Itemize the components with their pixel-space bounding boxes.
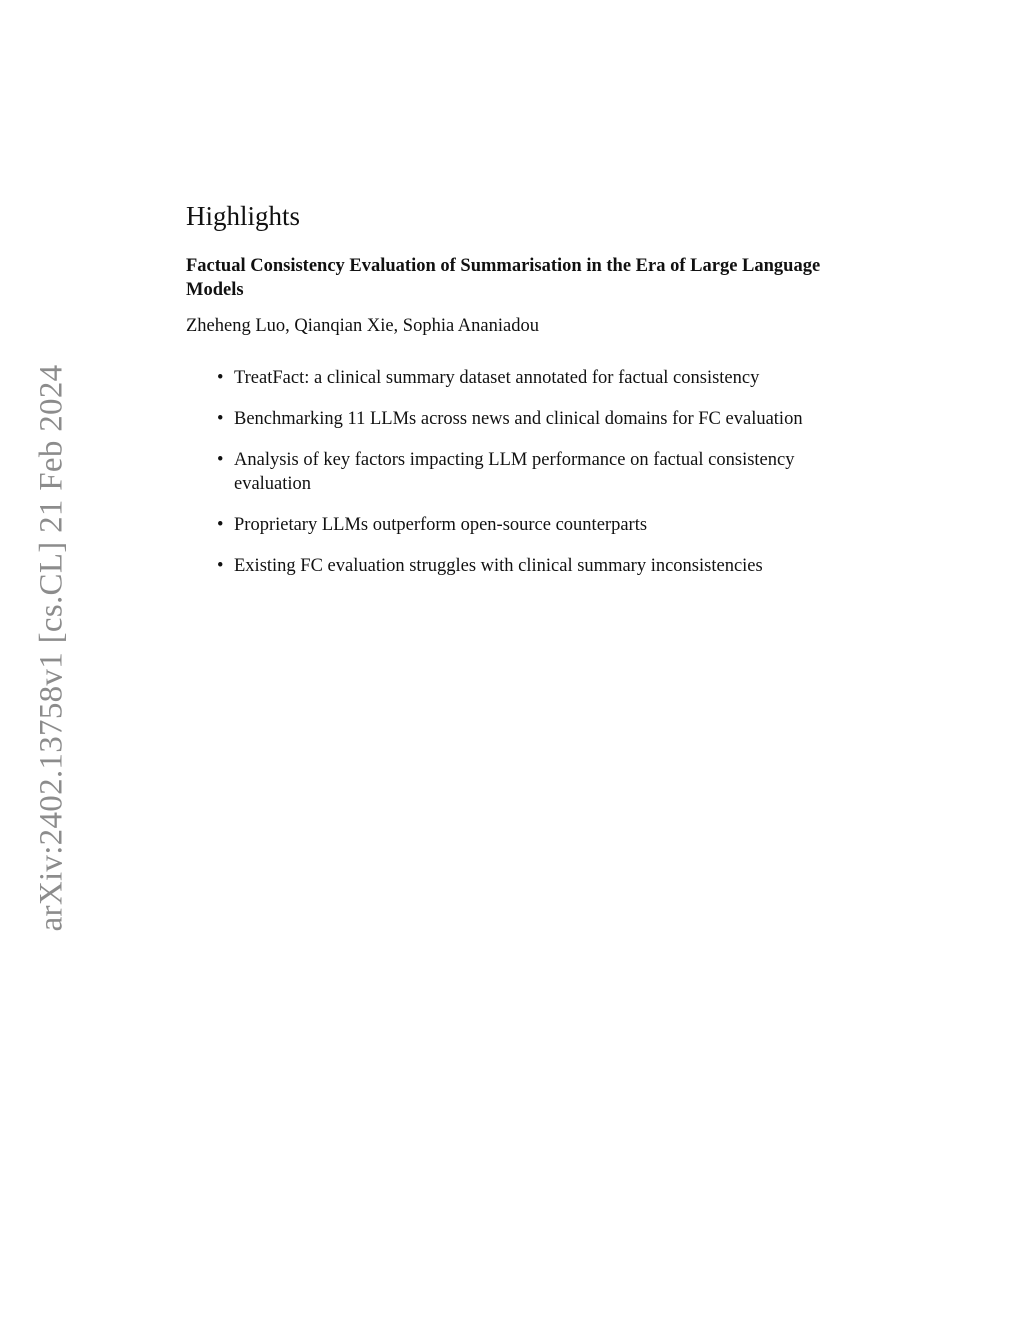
highlight-text: Existing FC evaluation struggles with clinical summary inconsistencies bbox=[234, 556, 763, 577]
bullet-icon: • bbox=[217, 368, 224, 389]
bullet-icon: • bbox=[217, 450, 224, 471]
highlight-item bbox=[217, 366, 841, 390]
paper-title: Factual Consistency Evaluation of Summarisation in the Era of Large Language Models bbox=[186, 256, 821, 301]
highlight-item bbox=[217, 513, 841, 537]
highlight-text: Benchmarking 11 LLMs across news and clinical domains for FC evaluation bbox=[234, 409, 803, 430]
highlights-heading: Highlights bbox=[186, 201, 301, 231]
highlights-section bbox=[186, 200, 841, 595]
highlight-text: Analysis of key factors impacting LLM performance on factual consistency evaluation bbox=[234, 450, 795, 495]
highlight-list bbox=[186, 366, 841, 578]
highlight-text: TreatFact: a clinical summary dataset annotated for factual consistency bbox=[234, 368, 760, 389]
author-list: Zheheng Luo, Qianqian Xie, Sophia Ananiadou bbox=[186, 316, 539, 337]
bullet-icon: • bbox=[217, 556, 224, 577]
highlight-text: Proprietary LLMs outperform open-source counterparts bbox=[234, 515, 648, 536]
bullet-icon: • bbox=[217, 515, 224, 536]
highlight-item bbox=[217, 554, 841, 578]
bullet-icon: • bbox=[217, 409, 224, 430]
highlight-item bbox=[217, 448, 841, 496]
highlight-item bbox=[217, 407, 841, 431]
arxiv-identifier-stamp: arXiv:2402.13758v1 [cs.CL] 21 Feb 2024 bbox=[33, 364, 70, 932]
